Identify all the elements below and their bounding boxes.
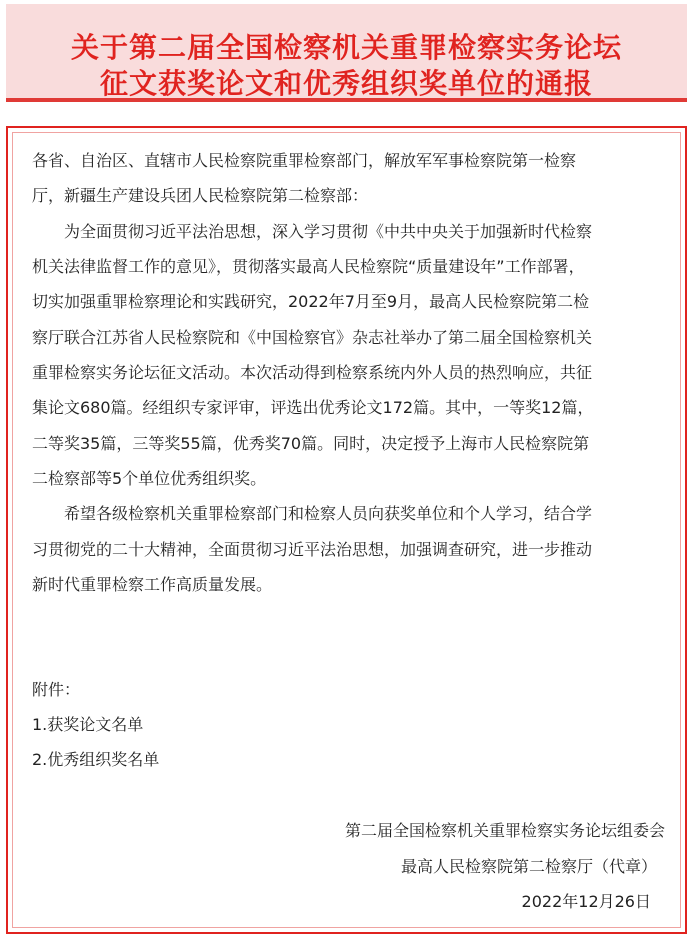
signature-date: 2022年12月26日: [521, 892, 651, 911]
body-line: 各省、自治区、直辖市人民检察院重罪检察部门，解放军军事检察院第一检察: [32, 151, 577, 170]
body-line: 二检察部等5个单位优秀组织奖。: [32, 469, 267, 488]
body-line: 厅，新疆生产建设兵团人民检察院第二检察部：: [32, 186, 369, 205]
page-title-line-1: 关于第二届全国检察机关重罪检察实务论坛: [70, 31, 622, 64]
page-title-line-2: 征文获奖论文和优秀组织奖单位的通报: [99, 67, 593, 100]
body-line: 察厅联合江苏省人民检察院和《中国检察官》杂志社举办了第二届全国检察机关: [32, 328, 593, 347]
body-line: 二等奖35篇，三等奖55篇，优秀奖70篇。同时，决定授予上海市人民检察院第: [32, 434, 590, 453]
body-line: 为全面贯彻习近平法治思想，深入学习贯彻《中共中央关于加强新时代检察: [32, 222, 593, 241]
body-line: 重罪检察实务论坛征文活动。本次活动得到检察系统内外人员的热烈响应，共征: [32, 363, 593, 382]
document-inner-border: [12, 132, 681, 928]
attachments-label: 附件：: [32, 680, 81, 699]
body-line: 希望各级检察机关重罪检察部门和检察人员向获奖单位和个人学习，结合学: [32, 504, 593, 523]
attachment-item-1: 1.获奖论文名单: [32, 715, 144, 734]
title-banner: [6, 4, 687, 102]
document-frame: [6, 126, 687, 934]
body-line: 集论文680篇。经组织专家评审，评选出优秀论文172篇。其中，一等奖12篇，: [32, 398, 594, 417]
body-line: 切实加强重罪检察理论和实践研究，2022年7月至9月，最高人民检察院第二检: [32, 292, 590, 311]
body-line: 新时代重罪检察工作高质量发展。: [32, 575, 273, 594]
body-line: 机关法律监督工作的意见》，贯彻落实最高人民检察院“质量建设年”工作部署，: [32, 257, 585, 276]
attachment-item-2: 2.优秀组织奖名单: [32, 750, 160, 769]
body-line: 习贯彻党的二十大精神，全面贯彻习近平法治思想，加强调查研究，进一步推动: [32, 540, 593, 559]
signature-org-committee: 第二届全国检察机关重罪检察实务论坛组委会: [344, 821, 665, 840]
signature-org-procuratorate: 最高人民检察院第二检察厅（代章）: [400, 857, 657, 876]
